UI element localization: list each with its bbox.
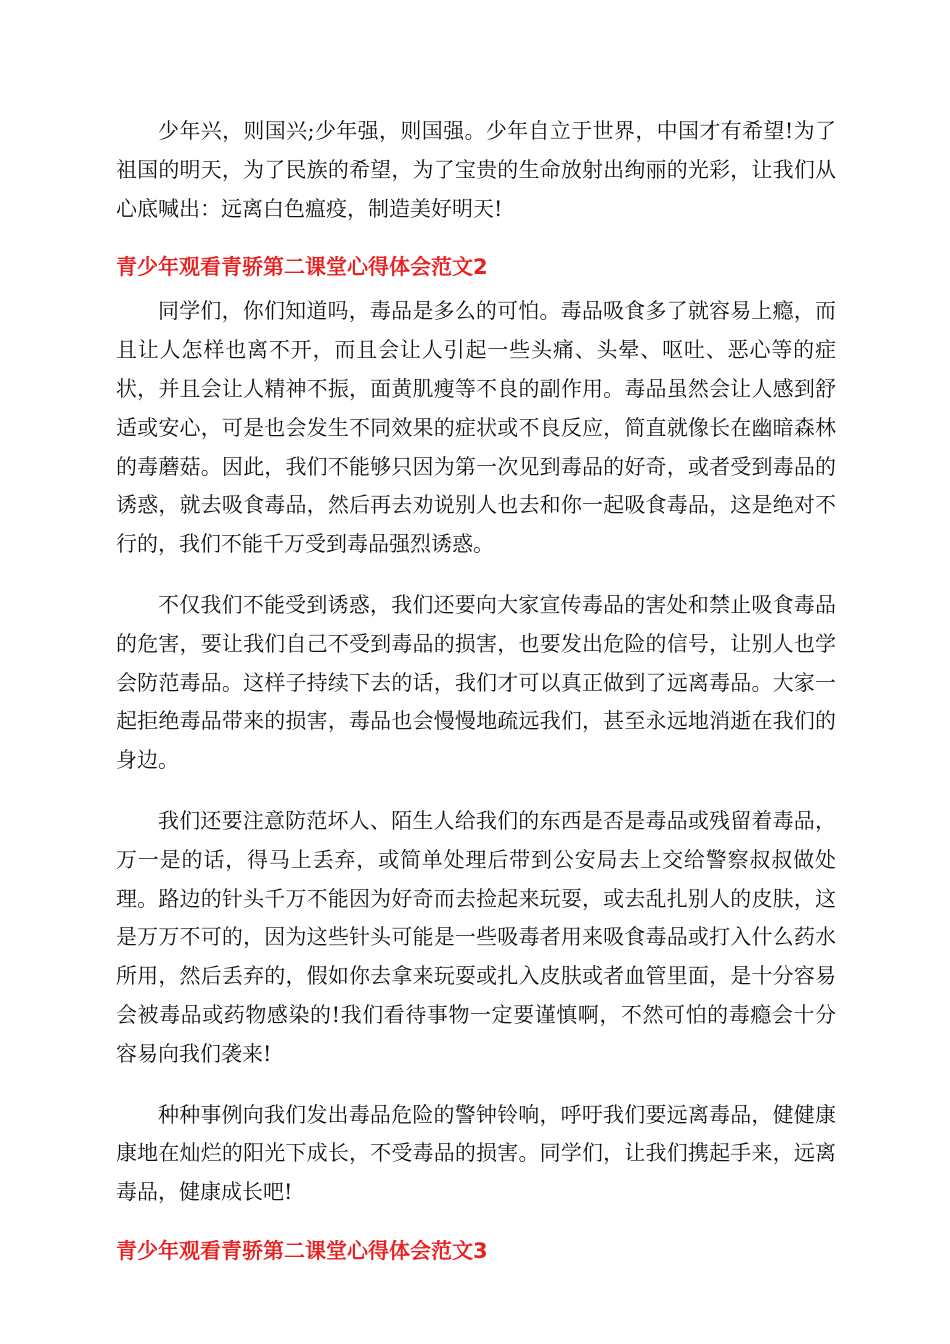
document-body	[116, 112, 836, 1270]
paragraph-essay-2-conclusion: 种种事例向我们发出毒品危险的警钟铃响，呼吁我们要远离毒品，健健康康地在灿烂的阳光下成长，不受毒品的损害。同学们，让我们携起手来，远离毒品，健康成长吧!	[116, 1102, 836, 1205]
paragraph-essay-2-publicity: 不仅我们不能受到诱惑，我们还要向大家宣传毒品的害处和禁止吸食毒品的危害，要让我们自己不受到毒品的损害，也要发出危险的信号，让别人也学会防范毒品。这样子持续下去的话，我们才可以真正做到了远离毒品。大家一起拒绝毒品带来的损害，毒品也会慢慢地疏远我们，甚至永远地消逝在我们的身边。	[116, 592, 836, 773]
section-heading-essay-3: 青少年观看青骄第二课堂心得体会范文3	[116, 1238, 488, 1263]
paragraph-closing-essay-1: 少年兴，则国兴;少年强，则国强。少年自立于世界，中国才有希望!为了祖国的明天，为了民族的希望，为了宝贵的生命放射出绚丽的光彩，让我们从心底喊出：远离白色瘟疫，制造美好明天!	[116, 119, 836, 221]
paragraph-essay-2-intro: 同学们，你们知道吗，毒品是多么的可怕。毒品吸食多了就容易上瘾，而且让人怎样也离不开，而且会让人引起一些头痛、头晕、呕吐、恶心等的症状，并且会让人精神不振，面黄肌瘦等不良的副作用。毒品虽然会让人感到舒适或安心，可是也会发生不同效果的症状或不良反应，简直就像长在幽暗森林的毒蘑菇。因此，我们不能够只因为第一次见到毒品的好奇，或者受到毒品的诱惑，就去吸食毒品，然后再去劝说别人也去和你一起吸食毒品，这是绝对不行的，我们不能千万受到毒品强烈诱惑。	[116, 299, 836, 557]
paragraph-essay-2-strangers: 我们还要注意防范坏人、陌生人给我们的东西是否是毒品或残留着毒品，万一是的话，得马上丢弃，或简单处理后带到公安局去上交给警察叔叔做处理。路边的针头千万不能因为好奇而去捡起来玩耍，或去乱扎别人的皮肤，这是万万不可的，因为这些针头可能是一些吸毒者用来吸食毒品或打入什么药水所用，然后丢弃的，假如你去拿来玩耍或扎入皮肤或者血管里面，是十分容易会被毒品或药物感染的!我们看待事物一定要谨慎啊，不然可怕的毒瘾会十分容易向我们袭来!	[116, 808, 836, 1066]
section-heading-essay-2: 青少年观看青骄第二课堂心得体会范文2	[116, 255, 488, 280]
